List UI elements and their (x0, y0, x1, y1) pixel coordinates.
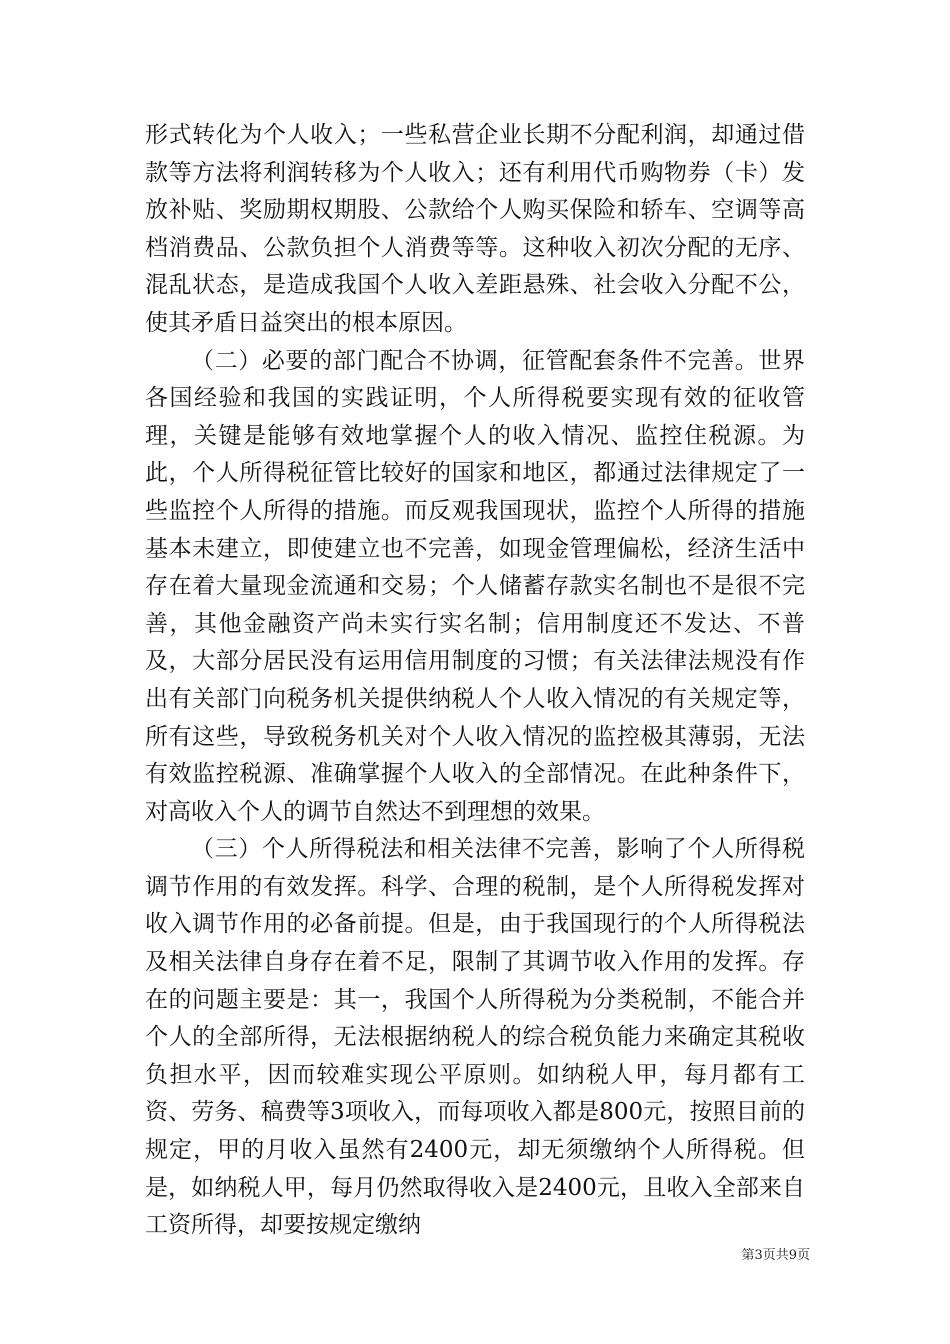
paragraph-3: （三）个人所得税法和相关法律不完善，影响了个人所得税调节作用的有效发挥。科学、合理的税制，是个人所得税发挥对收入调节作用的必备前提。但是，由于我国现行的个人所得税法及相关法律自身存在着不足，限制了其调节收入作用的发挥。存在的问题主要是：其一，我国个人所得税为分类税制，不能合并个人的全部所得，无法根据纳税人的综合税负能力来确定其税收负担水平，因而较难实现公平原则。如纳税人甲，每月都有工资、劳务、稿费等3项收入，而每项收入都是800元，按照目前的规定，甲的月收入虽然有2400元，却无须缴纳个人所得税。但是，如纳税人甲，每月仍然取得收入是2400元，且收入全部来自工资所得，却要按规定缴纳 (145, 836, 805, 1239)
paragraph-2: （二）必要的部门配合不协调，征管配套条件不完善。世界各国经验和我国的实践证明，个人所得税要实现有效的征收管理，关键是能够有效地掌握个人的收入情况、监控住税源。为此，个人所得税征管比较好的国家和地区，都通过法律规定了一些监控个人所得的措施。而反观我国现状，监控个人所得的措施基本未建立，即使建立也不完善，如现金管理偏松，经济生活中存在着大量现金流通和交易；个人储蓄存款实名制也不是很不完善，其他金融资产尚未实行实名制；信用制度还不发达、不普及，大部分居民没有运用信用制度的习惯；有关法律法规没有作出有关部门向税务机关提供纳税人个人收入情况的有关规定等，所有这些，导致税务机关对个人收入情况的监控极其薄弱，无法有效监控税源、准确掌握个人收入的全部情况。在此种条件下，对高收入个人的调节自然达不到理想的效果。 (145, 347, 805, 825)
page-number-footer: 第3页共9页 (741, 1248, 810, 1263)
body-text (145, 117, 805, 1245)
paragraph-1: 形式转化为个人收入；一些私营企业长期不分配利润，却通过借款等方法将利润转移为个人收入；还有利用代币购物券（卡）发放补贴、奖励期权期股、公款给个人购买保险和轿车、空调等高档消费品、公款负担个人消费等等。这种收入初次分配的无序、混乱状态，是造成我国个人收入差距悬殊、社会收入分配不公，使其矛盾日益突出的根本原因。 (145, 122, 805, 336)
